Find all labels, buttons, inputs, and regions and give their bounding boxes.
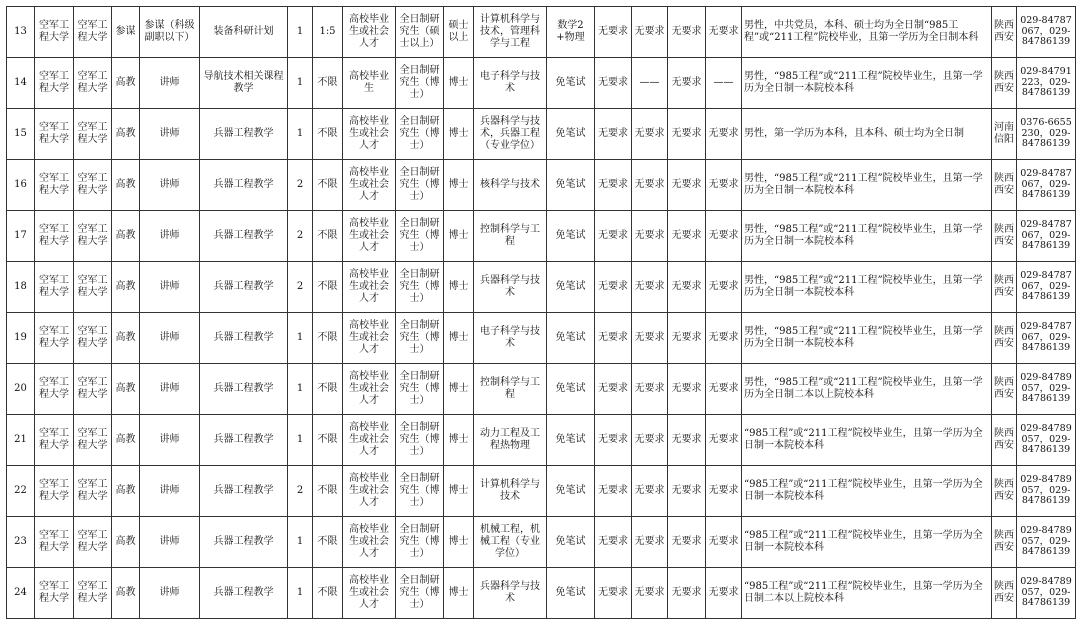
location-cell: 陕西西安 (992, 415, 1017, 466)
remarks-cell: 男性，中共党员，本科、硕士均为全日制“985工程”或“211工程”院校毕业，且第一学历为全日制本科 (742, 7, 992, 58)
remarks-cell: 男性，“985工程”或“211工程”院校毕业生，且第一学历为全日制一本院校本科 (742, 262, 992, 313)
phone-cell: 029-84787067，029-84786139 (1017, 262, 1076, 313)
phone-cell: 029-84787067，029-84786139 (1017, 7, 1076, 58)
table-row (7, 568, 1076, 619)
degree-cell: 博士 (444, 160, 474, 211)
req-cell-3: 无要求 (668, 364, 706, 415)
employing-unit-cell: 空军工程大学 (74, 364, 112, 415)
table-row (7, 262, 1076, 313)
education-cell: 全日制研究生（博士） (396, 568, 444, 619)
req-cell-4: 无要求 (706, 262, 742, 313)
applicant-type-cell: 高校毕业生或社会人才 (343, 109, 396, 160)
position-name-cell: 讲师 (140, 364, 200, 415)
req-cell-1: 无要求 (595, 568, 632, 619)
job-duty-cell: 兵器工程教学 (200, 160, 288, 211)
remarks-cell: 男性，“985工程”或“211工程”院校毕业生，且第一学历为全日制二本以上院校本科 (742, 364, 992, 415)
recruiting-unit-cell: 空军工程大学 (35, 415, 74, 466)
req-cell-1: 无要求 (595, 7, 632, 58)
education-cell: 全日制研究生（博士） (396, 160, 444, 211)
major-cell: 控制科学与工程 (474, 211, 547, 262)
recruiting-unit-cell: 空军工程大学 (35, 109, 74, 160)
table-row (7, 211, 1076, 262)
major-cell: 兵器科学与技术 (474, 262, 547, 313)
position-name-cell: 参谋（科级副职以下） (140, 7, 200, 58)
headcount-cell: 1 (288, 517, 313, 568)
req-cell-4: 无要求 (706, 466, 742, 517)
req-cell-2: 无要求 (632, 364, 668, 415)
employing-unit-cell: 空军工程大学 (74, 109, 112, 160)
location-cell: 河南信阳 (992, 109, 1017, 160)
position-name-cell: 讲师 (140, 415, 200, 466)
headcount-cell: 1 (288, 58, 313, 109)
seq-cell: 22 (7, 466, 35, 517)
table-row (7, 109, 1076, 160)
recruiting-unit-cell: 空军工程大学 (35, 262, 74, 313)
job-duty-cell: 兵器工程教学 (200, 517, 288, 568)
exam-subject-cell: 免笔试 (547, 58, 595, 109)
req-cell-3: 无要求 (668, 313, 706, 364)
education-cell: 全日制研究生（博士） (396, 517, 444, 568)
degree-cell: 博士 (444, 313, 474, 364)
location-cell: 陕西西安 (992, 58, 1017, 109)
interview-ratio-cell: 1:5 (313, 7, 343, 58)
employing-unit-cell: 空军工程大学 (74, 7, 112, 58)
position-name-cell: 讲师 (140, 109, 200, 160)
recruiting-unit-cell: 空军工程大学 (35, 58, 74, 109)
position-name-cell: 讲师 (140, 160, 200, 211)
position-category-cell: 高教 (112, 568, 140, 619)
major-cell: 电子科学与技术 (474, 58, 547, 109)
req-cell-1: 无要求 (595, 517, 632, 568)
headcount-cell: 1 (288, 7, 313, 58)
req-cell-4: 无要求 (706, 211, 742, 262)
position-category-cell: 高教 (112, 211, 140, 262)
position-category-cell: 参谋 (112, 7, 140, 58)
req-cell-2: —— (632, 58, 668, 109)
remarks-cell: 男性，“985工程”或“211工程”院校毕业生，且第一学历为全日制一本院校本科 (742, 211, 992, 262)
phone-cell: 029-84789057，029-84786139 (1017, 568, 1076, 619)
interview-ratio-cell: 不限 (313, 313, 343, 364)
education-cell: 全日制研究生（博士） (396, 211, 444, 262)
interview-ratio-cell: 不限 (313, 109, 343, 160)
applicant-type-cell: 高校毕业生或社会人才 (343, 517, 396, 568)
position-name-cell: 讲师 (140, 517, 200, 568)
job-duty-cell: 兵器工程教学 (200, 415, 288, 466)
major-cell: 计算机科学与技术，管理科学与工程 (474, 7, 547, 58)
headcount-cell: 2 (288, 262, 313, 313)
degree-cell: 博士 (444, 517, 474, 568)
interview-ratio-cell: 不限 (313, 262, 343, 313)
seq-cell: 13 (7, 7, 35, 58)
position-category-cell: 高教 (112, 364, 140, 415)
headcount-cell: 1 (288, 415, 313, 466)
major-cell: 控制科学与工程 (474, 364, 547, 415)
applicant-type-cell: 高校毕业生或社会人才 (343, 364, 396, 415)
req-cell-3: 无要求 (668, 466, 706, 517)
position-category-cell: 高教 (112, 415, 140, 466)
recruitment-table (6, 6, 1076, 619)
applicant-type-cell: 高校毕业生或社会人才 (343, 568, 396, 619)
req-cell-3: 无要求 (668, 7, 706, 58)
table-row (7, 364, 1076, 415)
seq-cell: 18 (7, 262, 35, 313)
education-cell: 全日制研究生（博士） (396, 415, 444, 466)
degree-cell: 博士 (444, 211, 474, 262)
applicant-type-cell: 高校毕业生或社会人才 (343, 211, 396, 262)
seq-cell: 15 (7, 109, 35, 160)
position-name-cell: 讲师 (140, 211, 200, 262)
phone-cell: 029-84787067，029-84786139 (1017, 313, 1076, 364)
seq-cell: 20 (7, 364, 35, 415)
remarks-cell: “985工程”或“211工程”院校毕业生，且第一学历为全日制一本院校本科 (742, 466, 992, 517)
headcount-cell: 1 (288, 568, 313, 619)
req-cell-1: 无要求 (595, 466, 632, 517)
recruiting-unit-cell: 空军工程大学 (35, 313, 74, 364)
phone-cell: 029-84787067，029-84786139 (1017, 211, 1076, 262)
remarks-cell: 男性，“985工程”或“211工程”院校毕业生，且第一学历为全日制一本院校本科 (742, 58, 992, 109)
headcount-cell: 1 (288, 364, 313, 415)
employing-unit-cell: 空军工程大学 (74, 466, 112, 517)
req-cell-2: 无要求 (632, 517, 668, 568)
location-cell: 陕西西安 (992, 211, 1017, 262)
location-cell: 陕西西安 (992, 160, 1017, 211)
req-cell-1: 无要求 (595, 109, 632, 160)
remarks-cell: 男性，“985工程”或“211工程”院校毕业生，且第一学历为全日制一本院校本科 (742, 160, 992, 211)
req-cell-1: 无要求 (595, 364, 632, 415)
employing-unit-cell: 空军工程大学 (74, 517, 112, 568)
major-cell: 机械工程，机械工程（专业学位） (474, 517, 547, 568)
position-name-cell: 讲师 (140, 466, 200, 517)
applicant-type-cell: 高校毕业生或社会人才 (343, 262, 396, 313)
exam-subject-cell: 免笔试 (547, 109, 595, 160)
table-body (7, 7, 1076, 619)
interview-ratio-cell: 不限 (313, 466, 343, 517)
education-cell: 全日制研究生（博士） (396, 58, 444, 109)
req-cell-4: 无要求 (706, 313, 742, 364)
location-cell: 陕西西安 (992, 517, 1017, 568)
degree-cell: 博士 (444, 568, 474, 619)
req-cell-2: 无要求 (632, 211, 668, 262)
headcount-cell: 1 (288, 313, 313, 364)
phone-cell: 0376-6655230，029-84786139 (1017, 109, 1076, 160)
req-cell-4: 无要求 (706, 160, 742, 211)
applicant-type-cell: 高校毕业生或社会人才 (343, 466, 396, 517)
job-duty-cell: 兵器工程教学 (200, 313, 288, 364)
req-cell-2: 无要求 (632, 466, 668, 517)
req-cell-4: 无要求 (706, 517, 742, 568)
req-cell-3: 无要求 (668, 415, 706, 466)
req-cell-4: 无要求 (706, 7, 742, 58)
req-cell-1: 无要求 (595, 313, 632, 364)
position-category-cell: 高教 (112, 58, 140, 109)
recruiting-unit-cell: 空军工程大学 (35, 7, 74, 58)
employing-unit-cell: 空军工程大学 (74, 211, 112, 262)
table-row (7, 466, 1076, 517)
headcount-cell: 2 (288, 160, 313, 211)
req-cell-3: 无要求 (668, 160, 706, 211)
phone-cell: 029-84787067，029-84786139 (1017, 160, 1076, 211)
job-duty-cell: 兵器工程教学 (200, 364, 288, 415)
exam-subject-cell: 数学2+物理 (547, 7, 595, 58)
major-cell: 兵器科学与技术 (474, 568, 547, 619)
applicant-type-cell: 高校毕业生 (343, 58, 396, 109)
job-duty-cell: 兵器工程教学 (200, 262, 288, 313)
interview-ratio-cell: 不限 (313, 364, 343, 415)
seq-cell: 17 (7, 211, 35, 262)
major-cell: 动力工程及工程热物理 (474, 415, 547, 466)
education-cell: 全日制研究生（博士） (396, 466, 444, 517)
job-duty-cell: 兵器工程教学 (200, 109, 288, 160)
req-cell-4: 无要求 (706, 568, 742, 619)
interview-ratio-cell: 不限 (313, 58, 343, 109)
major-cell: 计算机科学与技术 (474, 466, 547, 517)
position-category-cell: 高教 (112, 517, 140, 568)
req-cell-3: 无要求 (668, 211, 706, 262)
headcount-cell: 2 (288, 211, 313, 262)
recruiting-unit-cell: 空军工程大学 (35, 517, 74, 568)
req-cell-4: 无要求 (706, 109, 742, 160)
location-cell: 陕西西安 (992, 7, 1017, 58)
exam-subject-cell: 免笔试 (547, 364, 595, 415)
position-category-cell: 高教 (112, 109, 140, 160)
seq-cell: 24 (7, 568, 35, 619)
req-cell-1: 无要求 (595, 58, 632, 109)
seq-cell: 23 (7, 517, 35, 568)
position-category-cell: 高教 (112, 466, 140, 517)
exam-subject-cell: 免笔试 (547, 313, 595, 364)
recruiting-unit-cell: 空军工程大学 (35, 466, 74, 517)
degree-cell: 博士 (444, 262, 474, 313)
applicant-type-cell: 高校毕业生或社会人才 (343, 7, 396, 58)
phone-cell: 029-84789057，029-84786139 (1017, 364, 1076, 415)
interview-ratio-cell: 不限 (313, 517, 343, 568)
req-cell-4: 无要求 (706, 415, 742, 466)
location-cell: 陕西西安 (992, 364, 1017, 415)
req-cell-3: 无要求 (668, 262, 706, 313)
location-cell: 陕西西安 (992, 568, 1017, 619)
phone-cell: 029-84789057，029-84786139 (1017, 517, 1076, 568)
remarks-cell: “985工程”或“211工程”院校毕业生，且第一学历为全日制二本以上院校本科 (742, 568, 992, 619)
req-cell-2: 无要求 (632, 568, 668, 619)
phone-cell: 029-84789057，029-84786139 (1017, 466, 1076, 517)
table-row (7, 160, 1076, 211)
position-category-cell: 高教 (112, 262, 140, 313)
position-name-cell: 讲师 (140, 58, 200, 109)
position-name-cell: 讲师 (140, 313, 200, 364)
degree-cell: 博士 (444, 364, 474, 415)
phone-cell: 029-84791223，029-84786139 (1017, 58, 1076, 109)
req-cell-1: 无要求 (595, 262, 632, 313)
position-category-cell: 高教 (112, 313, 140, 364)
recruiting-unit-cell: 空军工程大学 (35, 160, 74, 211)
interview-ratio-cell: 不限 (313, 160, 343, 211)
degree-cell: 博士 (444, 415, 474, 466)
degree-cell: 博士 (444, 466, 474, 517)
education-cell: 全日制研究生（博士） (396, 109, 444, 160)
position-category-cell: 高教 (112, 160, 140, 211)
req-cell-2: 无要求 (632, 160, 668, 211)
location-cell: 陕西西安 (992, 262, 1017, 313)
table-row (7, 58, 1076, 109)
exam-subject-cell: 免笔试 (547, 211, 595, 262)
table-row (7, 517, 1076, 568)
req-cell-3: 无要求 (668, 58, 706, 109)
recruiting-unit-cell: 空军工程大学 (35, 568, 74, 619)
req-cell-2: 无要求 (632, 7, 668, 58)
exam-subject-cell: 免笔试 (547, 262, 595, 313)
degree-cell: 博士 (444, 109, 474, 160)
education-cell: 全日制研究生（博士） (396, 364, 444, 415)
req-cell-1: 无要求 (595, 160, 632, 211)
job-duty-cell: 兵器工程教学 (200, 211, 288, 262)
applicant-type-cell: 高校毕业生或社会人才 (343, 160, 396, 211)
remarks-cell: “985工程”或“211工程”院校毕业生，且第一学历为全日制一本院校本科 (742, 517, 992, 568)
recruiting-unit-cell: 空军工程大学 (35, 364, 74, 415)
headcount-cell: 1 (288, 109, 313, 160)
major-cell: 核科学与技术 (474, 160, 547, 211)
employing-unit-cell: 空军工程大学 (74, 313, 112, 364)
seq-cell: 21 (7, 415, 35, 466)
job-duty-cell: 兵器工程教学 (200, 568, 288, 619)
employing-unit-cell: 空军工程大学 (74, 262, 112, 313)
exam-subject-cell: 免笔试 (547, 517, 595, 568)
degree-cell: 博士 (444, 58, 474, 109)
employing-unit-cell: 空军工程大学 (74, 160, 112, 211)
education-cell: 全日制研究生（硕士以上） (396, 7, 444, 58)
req-cell-2: 无要求 (632, 313, 668, 364)
degree-cell: 硕士以上 (444, 7, 474, 58)
req-cell-4: 无要求 (706, 364, 742, 415)
interview-ratio-cell: 不限 (313, 568, 343, 619)
remarks-cell: 男性，第一学历为本科，且本科、硕士均为全日制 (742, 109, 992, 160)
headcount-cell: 2 (288, 466, 313, 517)
employing-unit-cell: 空军工程大学 (74, 415, 112, 466)
table-row (7, 7, 1076, 58)
major-cell: 电子科学与技术 (474, 313, 547, 364)
remarks-cell: “985工程”或“211工程”院校毕业生，且第一学历为全日制一本院校本科 (742, 415, 992, 466)
position-name-cell: 讲师 (140, 262, 200, 313)
major-cell: 兵器科学与技术，兵器工程（专业学位） (474, 109, 547, 160)
req-cell-2: 无要求 (632, 415, 668, 466)
job-duty-cell: 兵器工程教学 (200, 466, 288, 517)
seq-cell: 19 (7, 313, 35, 364)
req-cell-1: 无要求 (595, 415, 632, 466)
req-cell-4: —— (706, 58, 742, 109)
exam-subject-cell: 免笔试 (547, 466, 595, 517)
job-duty-cell: 导航技术相关课程教学 (200, 58, 288, 109)
location-cell: 陕西西安 (992, 313, 1017, 364)
education-cell: 全日制研究生（博士） (396, 313, 444, 364)
exam-subject-cell: 免笔试 (547, 160, 595, 211)
interview-ratio-cell: 不限 (313, 211, 343, 262)
req-cell-2: 无要求 (632, 109, 668, 160)
job-duty-cell: 装备科研计划 (200, 7, 288, 58)
exam-subject-cell: 免笔试 (547, 415, 595, 466)
interview-ratio-cell: 不限 (313, 415, 343, 466)
education-cell: 全日制研究生（博士） (396, 262, 444, 313)
employing-unit-cell: 空军工程大学 (74, 58, 112, 109)
req-cell-3: 无要求 (668, 109, 706, 160)
location-cell: 陕西西安 (992, 466, 1017, 517)
applicant-type-cell: 高校毕业生或社会人才 (343, 313, 396, 364)
seq-cell: 16 (7, 160, 35, 211)
table-row (7, 313, 1076, 364)
recruiting-unit-cell: 空军工程大学 (35, 211, 74, 262)
phone-cell: 029-84789057，029-84786139 (1017, 415, 1076, 466)
req-cell-3: 无要求 (668, 517, 706, 568)
applicant-type-cell: 高校毕业生或社会人才 (343, 415, 396, 466)
req-cell-1: 无要求 (595, 211, 632, 262)
table-row (7, 415, 1076, 466)
req-cell-2: 无要求 (632, 262, 668, 313)
req-cell-3: 无要求 (668, 568, 706, 619)
seq-cell: 14 (7, 58, 35, 109)
remarks-cell: 男性，“985工程”或“211工程”院校毕业生，且第一学历为全日制一本院校本科 (742, 313, 992, 364)
position-name-cell: 讲师 (140, 568, 200, 619)
employing-unit-cell: 空军工程大学 (74, 568, 112, 619)
exam-subject-cell: 免笔试 (547, 568, 595, 619)
